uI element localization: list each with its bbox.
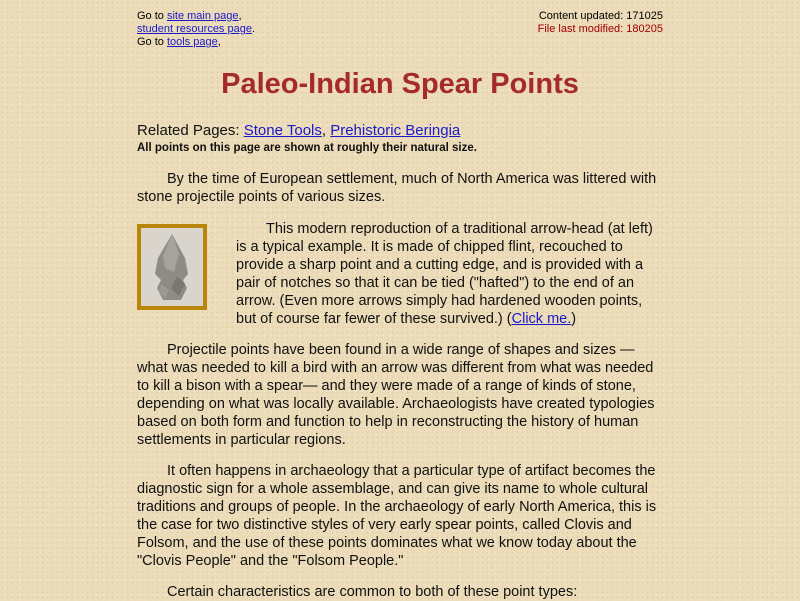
related-sep: , <box>321 122 331 139</box>
related-label: Related Pages: <box>137 122 244 139</box>
nav-line-1 <box>137 10 255 23</box>
nav-punct: , <box>238 10 242 22</box>
paragraph-2 <box>236 220 663 328</box>
size-note: All points on this page are shown at roughly their natural size. <box>137 142 477 154</box>
student-resources-link[interactable]: student resources page <box>137 23 252 35</box>
arrowhead-icon <box>141 228 203 306</box>
content-updated: Content updated: 171025 <box>538 10 663 22</box>
file-modified: File last modified: 180205 <box>537 23 663 35</box>
update-info <box>538 10 663 36</box>
arrowhead-section <box>137 220 663 328</box>
page-title: Paleo-Indian Spear Points <box>221 68 579 100</box>
nav-punct: , <box>217 36 221 48</box>
arrowhead-image[interactable] <box>137 224 207 310</box>
related-pages <box>137 122 663 140</box>
paragraph-2-text: This modern reproduction of a traditional arrow-head (at left) is a typical example. It is made of chipped flint, recouched to provide a sharp point and a cutting edge, and is provided with a pair of notches so that it can be tied ("hafted") to the end of an arrow. (Even more arrows simply had hardened wooden points, but of course far fewer of these survived.) ( <box>236 221 653 327</box>
nav-text: Go to <box>137 36 167 48</box>
nav-text: Go to <box>137 10 167 22</box>
paragraph-2-end: ) <box>571 311 577 327</box>
paragraph-4: It often happens in archaeology that a particular type of artifact becomes the diagnostic sign for a whole assemblage, and can give its name to whole cultural traditions and groups of people. In the archaeology of early North America, this is the case for two distinctive styles of very early spear points, called Clovis and Folsom, and the use of these points dominates what we know today about the "Clovis People" and the "Folsom People." <box>137 463 657 569</box>
nav-line-3 <box>137 36 255 49</box>
tools-page-link[interactable]: tools page <box>166 36 218 48</box>
click-me-link[interactable]: Click me. <box>511 311 572 327</box>
nav-line-2 <box>137 23 255 36</box>
stone-tools-link[interactable]: Stone Tools <box>243 122 322 139</box>
main-content <box>137 122 663 601</box>
site-main-page-link[interactable]: site main page <box>166 10 239 22</box>
paragraph-1: By the time of European settlement, much of North America was littered with stone projectile points of various sizes. <box>137 171 657 205</box>
nav-punct: . <box>251 23 256 35</box>
paragraph-5: Certain characteristics are common to both of these point types: <box>167 584 578 600</box>
prehistoric-beringia-link[interactable]: Prehistoric Beringia <box>330 122 461 139</box>
paragraph-3: Projectile points have been found in a wide range of shapes and sizes — what was needed to kill a bird with an arrow was different from what was needed to kill a bison with a spear— and they were made of a range of kinds of stone, depending on what was locally available. Archaeologists have created typologies based on both form and function to help in reconstructing the history of human settlements in particular regions. <box>137 342 655 448</box>
top-nav <box>137 10 255 49</box>
